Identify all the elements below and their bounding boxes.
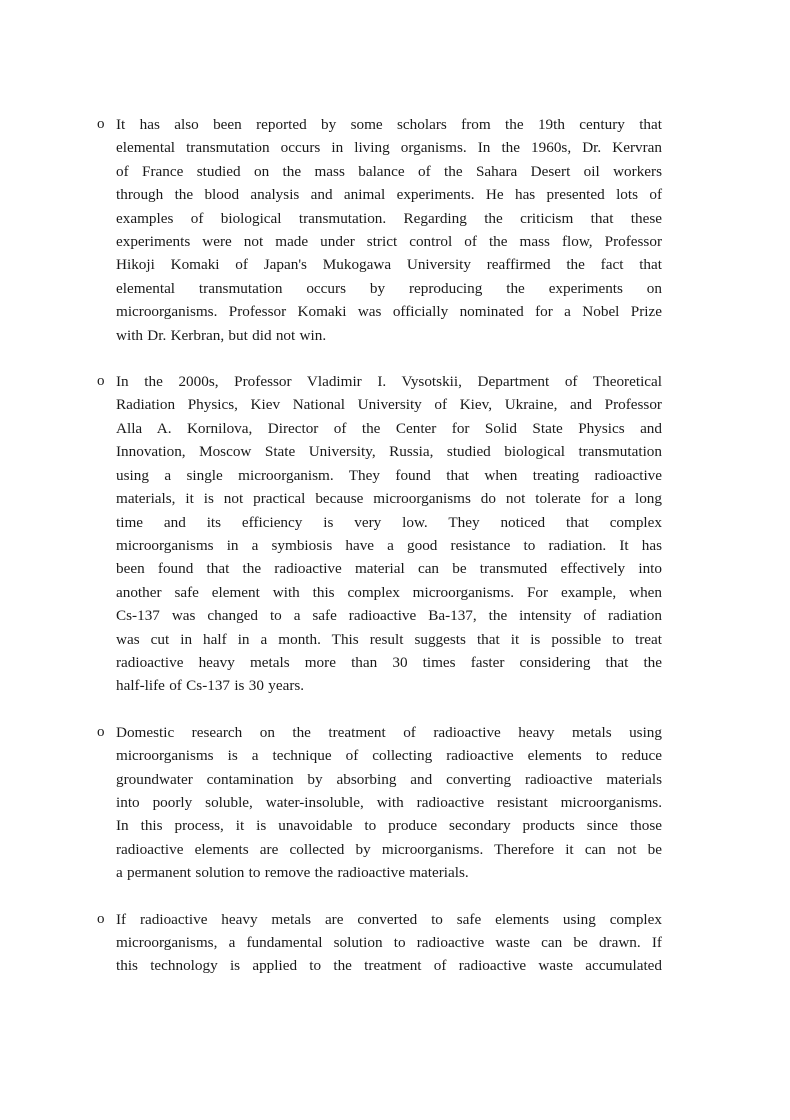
bullet-marker: o [97, 723, 105, 740]
text-line: of France studied on the mass balance of the Sahara Desert oil workers [116, 162, 662, 180]
text-line: this technology is applied to the treatment of radioactive waste accumulated [116, 957, 662, 975]
bullet-marker: o [97, 373, 105, 390]
text-line: elemental transmutation occurs in living organisms. In the 1960s, Dr. Kervran [116, 139, 662, 157]
text-line: microorganisms, a fundamental solution to radioactive waste can be drawn. If [116, 934, 662, 951]
bullet-paragraph-vysotskii [97, 370, 662, 698]
text-line: Cs-137 was changed to a safe radioactive Ba-137, the intensity of radiation [116, 607, 662, 625]
paragraph-text [116, 370, 662, 698]
text-line: It has also been reported by some scholars from the 19th century that [116, 116, 662, 133]
text-line: with Dr. Kerbran, but did not win. [116, 326, 327, 344]
document-page [97, 113, 662, 1001]
bullet-paragraph-kervran [97, 113, 662, 347]
text-line: time and its efficiency is very low. They noticed that complex [116, 513, 662, 531]
text-line: a permanent solution to remove the radioactive materials. [116, 864, 469, 882]
text-line: In the 2000s, Professor Vladimir I. Vysotskii, Department of Theoretical [116, 373, 662, 391]
bullet-paragraph-fundamental-solution [97, 908, 662, 978]
text-line: using a single microorganism. They found that when treating radioactive [116, 466, 662, 484]
text-line: Hikoji Komaki of Japan's Mukogawa University reaffirmed the fact that [116, 256, 662, 274]
bullet-paragraph-domestic-research [97, 721, 662, 885]
text-line: into poorly soluble, water-insoluble, with radioactive resistant microorganisms. [116, 793, 662, 811]
text-line: Radiation Physics, Kiev National University of Kiev, Ukraine, and Professor [116, 396, 662, 414]
paragraph-text [116, 721, 662, 885]
text-line: examples of biological transmutation. Regarding the criticism that these [116, 209, 662, 227]
text-line: In this process, it is unavoidable to produce secondary products since those [116, 817, 662, 835]
text-line: experiments were not made under strict control of the mass flow, Professor [116, 233, 662, 251]
text-line: Innovation, Moscow State University, Russia, studied biological transmutation [116, 443, 662, 461]
text-line: microorganisms is a technique of collecting radioactive elements to reduce [116, 747, 662, 765]
text-line: groundwater contamination by absorbing and converting radioactive materials [116, 770, 662, 788]
text-line: radioactive heavy metals more than 30 times faster considering that the [116, 653, 662, 671]
text-line: elemental transmutation occurs by reproducing the experiments on [116, 279, 662, 297]
text-line: half-life of Cs-137 is 30 years. [116, 677, 305, 695]
text-line: been found that the radioactive material can be transmuted effectively into [116, 560, 662, 578]
text-line: If radioactive heavy metals are converted to safe elements using complex [116, 910, 662, 928]
text-line: through the blood analysis and animal experiments. He has presented lots of [116, 186, 662, 204]
paragraph-text [116, 908, 662, 978]
text-line: was cut in half in a month. This result suggests that it is possible to treat [116, 630, 662, 648]
text-line: Domestic research on the treatment of radioactive heavy metals using [116, 723, 662, 741]
text-line: Alla A. Kornilova, Director of the Center for Solid State Physics and [116, 419, 662, 437]
paragraph-text [116, 113, 662, 347]
text-line: microorganisms. Professor Komaki was officially nominated for a Nobel Prize [116, 303, 662, 321]
bullet-marker: o [97, 910, 105, 927]
text-line: radioactive elements are collected by microorganisms. Therefore it can not be [116, 840, 662, 858]
text-line: another safe element with this complex microorganisms. For example, when [116, 583, 662, 601]
text-line: microorganisms in a symbiosis have a good resistance to radiation. It has [116, 536, 662, 554]
text-line: materials, it is not practical because microorganisms do not tolerate for a long [116, 490, 662, 508]
bullet-marker: o [97, 116, 105, 132]
